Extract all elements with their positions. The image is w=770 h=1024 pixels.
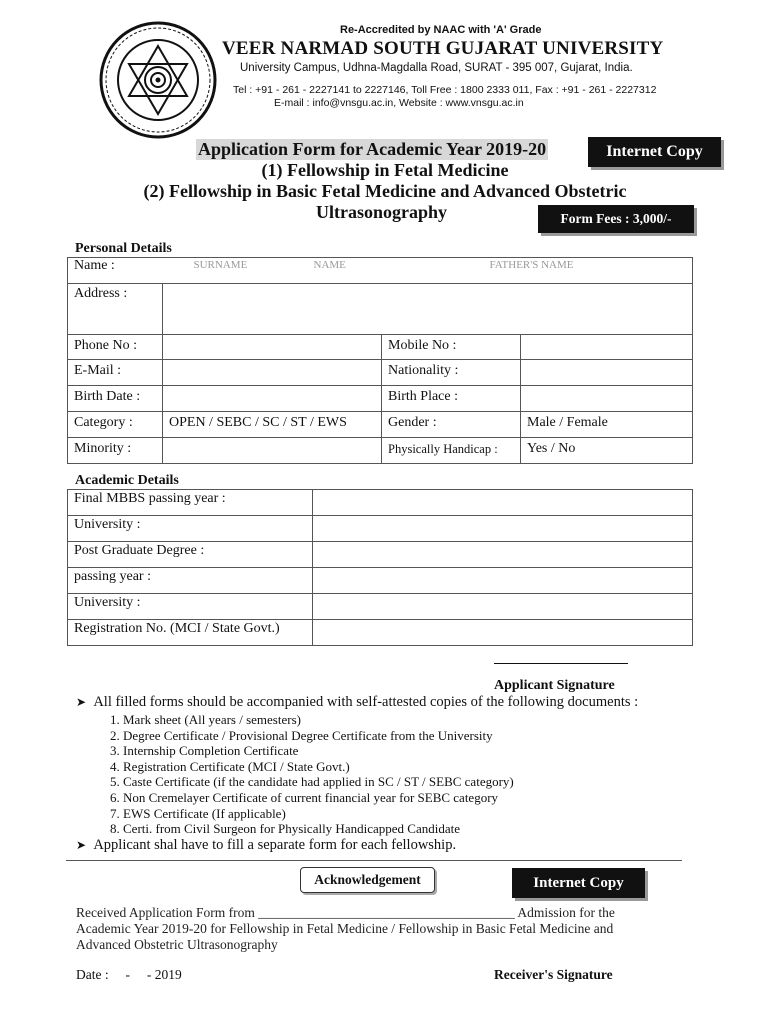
mobile-label: Mobile No : bbox=[382, 335, 521, 360]
academic-row-label: passing year : bbox=[68, 568, 313, 594]
minority-label: Minority : bbox=[68, 438, 163, 464]
list-item: 8. Certi. from Civil Surgeon for Physically Handicapped Candidate bbox=[110, 821, 460, 837]
phone-label: Phone No : bbox=[68, 335, 163, 360]
surname-placeholder: SURNAME bbox=[193, 258, 248, 271]
birth-place-label: Birth Place : bbox=[382, 386, 521, 412]
internet-copy-badge: Internet Copy bbox=[512, 868, 645, 898]
gender-label: Gender : bbox=[382, 412, 521, 438]
email-field[interactable] bbox=[163, 360, 382, 386]
applicant-signature-label: Applicant Signature bbox=[494, 678, 615, 693]
category-label: Category : bbox=[68, 412, 163, 438]
university-address: University Campus, Udhna-Magdalla Road, SURAT - 395 007, Gujarat, India. bbox=[240, 62, 633, 74]
accreditation-text: Re-Accredited by NAAC with 'A' Grade bbox=[340, 24, 542, 36]
internet-copy-badge: Internet Copy bbox=[588, 137, 721, 167]
academic-details-heading: Academic Details bbox=[75, 473, 179, 488]
handicap-label: Physically Handicap : bbox=[382, 438, 521, 464]
list-item: 1. Mark sheet (All years / semesters) bbox=[110, 712, 301, 727]
academic-row-field[interactable] bbox=[313, 568, 693, 594]
birth-place-field[interactable] bbox=[521, 386, 693, 412]
form-title: Application Form for Academic Year 2019-20 bbox=[198, 139, 547, 159]
applicant-signature-line[interactable] bbox=[494, 663, 628, 664]
birth-date-label: Birth Date : bbox=[68, 386, 163, 412]
academic-details-table bbox=[67, 489, 693, 646]
gender-options[interactable]: Male / Female bbox=[521, 412, 693, 438]
arrow-bullet-icon: ➤ bbox=[76, 695, 87, 709]
acknowledgement-heading: Acknowledgement bbox=[300, 867, 435, 893]
list-item: 3. Internship Completion Certificate bbox=[110, 743, 299, 759]
separate-form-note bbox=[76, 837, 456, 854]
list-item: 4. Registration Certificate (MCI / State Govt.) bbox=[110, 758, 350, 774]
academic-row-field[interactable] bbox=[313, 620, 693, 646]
list-item: 7. EWS Certificate (If applicable) bbox=[110, 805, 286, 821]
divider bbox=[66, 860, 682, 861]
university-name: VEER NARMAD SOUTH GUJARAT UNIVERSITY bbox=[222, 38, 664, 59]
nationality-label: Nationality : bbox=[382, 360, 521, 386]
name-placeholder: NAME bbox=[313, 258, 346, 271]
father-name-placeholder: FATHER'S NAME bbox=[489, 258, 574, 271]
contact-email: E-mail : info@vnsgu.ac.in, Website : www.vnsgu.ac.in bbox=[274, 97, 524, 109]
date-field[interactable]: Date : - - 2019 bbox=[76, 967, 182, 982]
mobile-field[interactable] bbox=[521, 335, 693, 360]
birth-date-field[interactable] bbox=[163, 386, 382, 412]
phone-field[interactable] bbox=[163, 335, 382, 360]
list-item: 2. Degree Certificate / Provisional Degree Certificate from the University bbox=[110, 727, 493, 743]
separate-form-note-text: Applicant shal have to fill a separate form for each fellowship. bbox=[93, 837, 457, 853]
personal-details-table bbox=[67, 257, 693, 464]
documents-note bbox=[76, 694, 638, 711]
academic-row-field[interactable] bbox=[313, 594, 693, 620]
academic-row-label: University : bbox=[68, 594, 313, 620]
documents-list bbox=[110, 712, 514, 837]
academic-row-label: Post Graduate Degree : bbox=[68, 542, 313, 568]
personal-details-heading: Personal Details bbox=[75, 241, 172, 256]
list-item: 6. Non Cremelayer Certificate of current financial year for SEBC category bbox=[110, 789, 499, 805]
name-row[interactable] bbox=[68, 258, 693, 284]
minority-field[interactable] bbox=[163, 438, 382, 464]
email-label: E-Mail : bbox=[68, 360, 163, 386]
academic-row-field[interactable] bbox=[313, 490, 693, 516]
handicap-options[interactable]: Yes / No bbox=[521, 438, 693, 464]
list-item: 5. Caste Certificate (if the candidate had applied in SC / ST / SEBC category) bbox=[110, 774, 514, 790]
address-field[interactable] bbox=[163, 284, 693, 335]
category-options[interactable]: OPEN / SEBC / SC / ST / EWS bbox=[163, 412, 382, 438]
receiver-signature-label: Receiver's Signature bbox=[494, 967, 613, 982]
nationality-field[interactable] bbox=[521, 360, 693, 386]
form-fees-badge: Form Fees : 3,000/- bbox=[538, 205, 694, 233]
arrow-bullet-icon: ➤ bbox=[76, 838, 87, 852]
university-seal-icon bbox=[98, 20, 218, 140]
name-label: Name : bbox=[74, 258, 115, 273]
documents-note-text: All filled forms should be accompanied with self-attested copies of the following documents : bbox=[93, 694, 639, 710]
fellowship-2-title-cont: Ultrasonography bbox=[316, 202, 448, 222]
received-form-text: Received Application Form from ______________________________________ Admission for the Academic Year 2019-20 for Fellowship in Fetal Medicine / Fellowship in Basic Fetal Medicine and Advanced Obstetric Ultrasonography bbox=[76, 905, 615, 952]
fellowship-2-title: (2) Fellowship in Basic Fetal Medicine and Advanced Obstetric bbox=[143, 181, 627, 201]
academic-row-label: University : bbox=[68, 516, 313, 542]
academic-row-field[interactable] bbox=[313, 542, 693, 568]
fellowship-1-title: (1) Fellowship in Fetal Medicine bbox=[261, 160, 509, 180]
academic-row-label: Final MBBS passing year : bbox=[68, 490, 313, 516]
address-label: Address : bbox=[68, 284, 163, 335]
academic-row-field[interactable] bbox=[313, 516, 693, 542]
contact-telephone: Tel : +91 - 261 - 2227141 to 2227146, Toll Free : 1800 2333 011, Fax : +91 - 261 - 2227312 bbox=[233, 84, 657, 96]
academic-row-label: Registration No. (MCI / State Govt.) bbox=[68, 620, 313, 646]
